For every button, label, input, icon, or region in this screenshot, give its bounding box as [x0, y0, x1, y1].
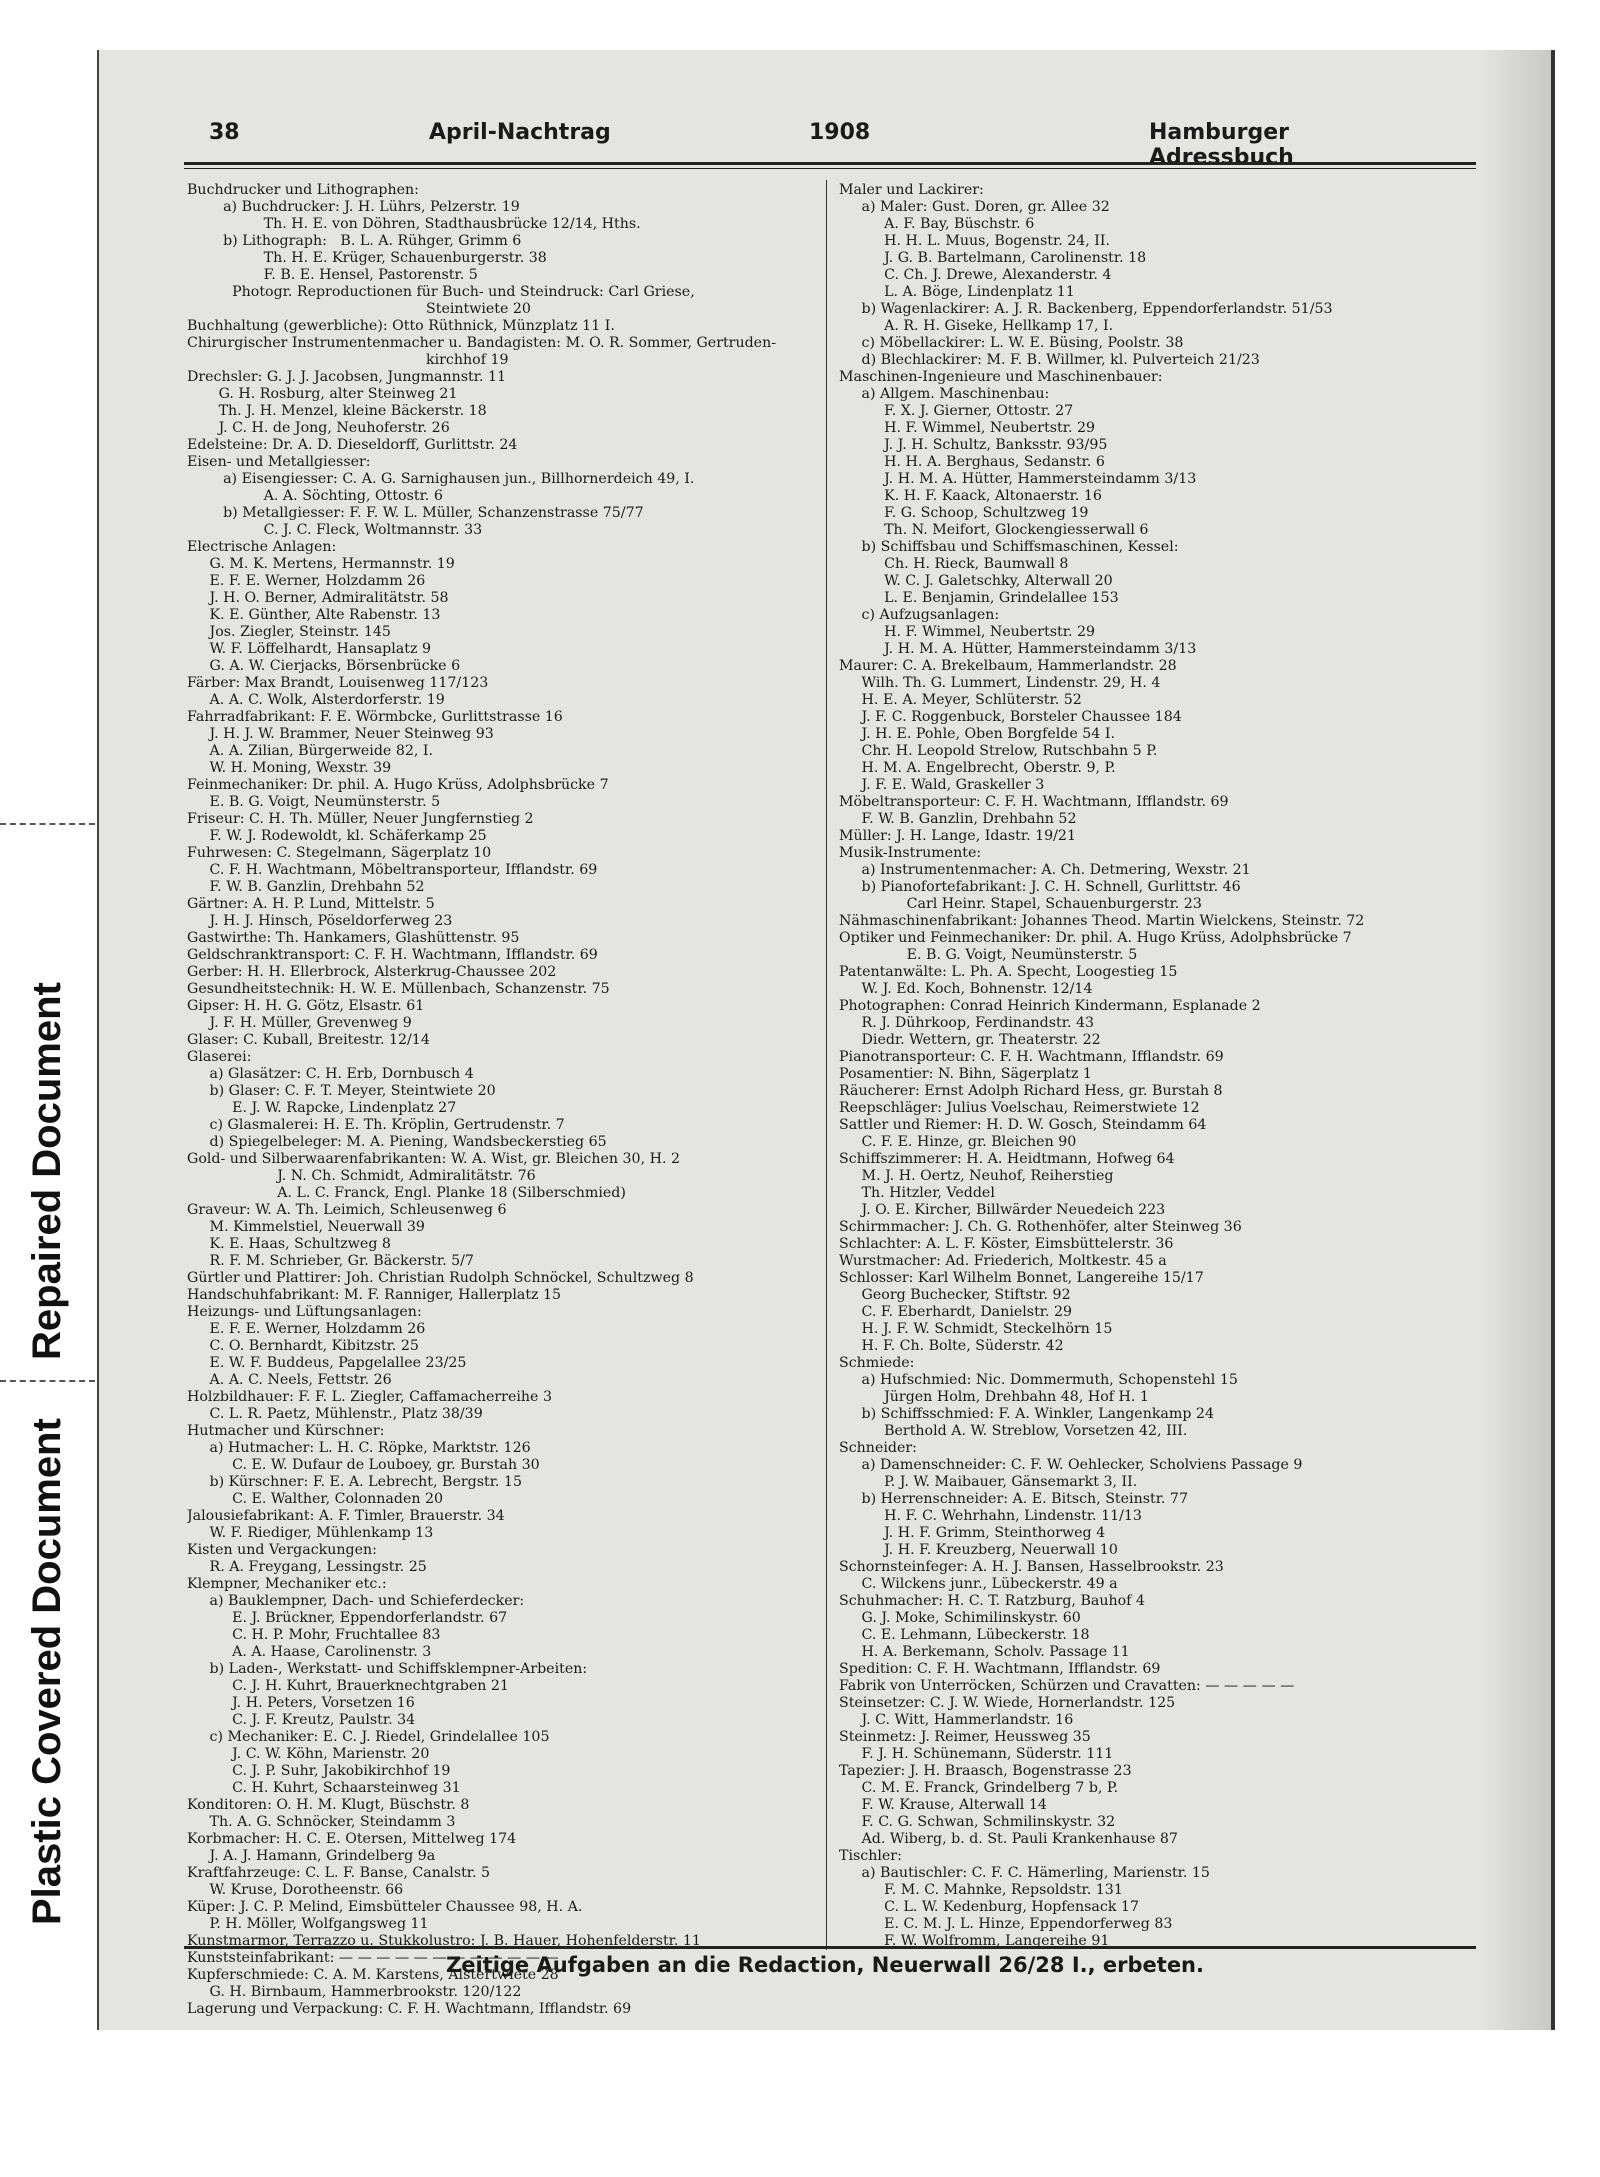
directory-entry: A. A. Haase, Carolinenstr. 3	[187, 1644, 432, 1660]
directory-entry: J. A. J. Hamann, Grindelberg 9a	[187, 1848, 436, 1864]
directory-entry: Ch. H. Rieck, Baumwall 8	[839, 556, 1069, 572]
directory-entry: C. H. Kuhrt, Schaarsteinweg 31	[187, 1780, 461, 1796]
directory-entry: R. F. M. Schrieber, Gr. Bäckerstr. 5/7	[187, 1253, 474, 1269]
directory-entry: Maurer: C. A. Brekelbaum, Hammerlandstr. 28	[839, 658, 1177, 674]
directory-entry: a) Maler: Gust. Doren, gr. Allee 32	[839, 199, 1110, 215]
directory-entry: A. A. Zilian, Bürgerweide 82, I.	[187, 743, 434, 759]
directory-entry: Steinmetz: J. Reimer, Heussweg 35	[839, 1729, 1091, 1745]
directory-entry: Feinmechaniker: Dr. phil. A. Hugo Krüss, Adolphsbrücke 7	[187, 777, 609, 793]
directory-entry: C. F. E. Hinze, gr. Bleichen 90	[839, 1134, 1077, 1150]
directory-entry: Gürtler und Plattirer: Joh. Christian Rudolph Schnöckel, Schultzweg 8	[187, 1270, 694, 1286]
directory-entry: Gärtner: A. H. P. Lund, Mittelstr. 5	[187, 896, 435, 912]
directory-entry: E. F. E. Werner, Holzdamm 26	[187, 1321, 426, 1337]
directory-entry: W. F. Löffelhardt, Hansaplatz 9	[187, 641, 431, 657]
page-number: 38	[209, 120, 240, 145]
directory-entry: J. J. H. Schultz, Banksstr. 93/95	[839, 437, 1108, 453]
directory-entry: Th. H. E. von Döhren, Stadthausbrücke 12/14, Hths.	[187, 216, 641, 232]
side-divider-middle	[0, 1380, 95, 1382]
directory-entry: A. F. Bay, Büschstr. 6	[839, 216, 1035, 232]
directory-entry: Friseur: C. H. Th. Müller, Neuer Jungfernstieg 2	[187, 811, 534, 827]
directory-entry: Chirurgischer Instrumentenmacher u. Bandagisten: M. O. R. Sommer, Gertruden-	[187, 335, 777, 351]
directory-entry: Klempner, Mechaniker etc.:	[187, 1576, 387, 1592]
directory-entry: J. F. C. Roggenbuck, Borsteler Chaussee 184	[839, 709, 1182, 725]
year: 1908	[809, 120, 871, 145]
directory-entry: Patentanwälte: L. Ph. A. Specht, Loogestieg 15	[839, 964, 1178, 980]
directory-entry: F. W. B. Ganzlin, Drehbahn 52	[187, 879, 425, 895]
directory-entry: C. L. R. Paetz, Mühlenstr., Platz 38/39	[187, 1406, 483, 1422]
directory-entry: H. J. F. W. Schmidt, Steckelhörn 15	[839, 1321, 1113, 1337]
directory-entry: F. J. H. Schünemann, Süderstr. 111	[839, 1746, 1114, 1762]
directory-entry: F. C. G. Schwan, Schmilinskystr. 32	[839, 1814, 1116, 1830]
directory-entry: Gipser: H. H. G. Götz, Elsastr. 61	[187, 998, 425, 1014]
directory-entry: W. H. Moning, Wexstr. 39	[187, 760, 392, 776]
directory-entry: Berthold A. W. Streblow, Vorsetzen 42, III.	[839, 1423, 1188, 1439]
directory-entry: Sattler und Riemer: H. D. W. Gosch, Steindamm 64	[839, 1117, 1207, 1133]
directory-entry: Kunstmarmor, Terrazzo u. Stukkolustro: J. B. Hauer, Hohenfelderstr. 11	[187, 1933, 701, 1949]
directory-entry: E. J. W. Rapcke, Lindenplatz 27	[187, 1100, 457, 1116]
directory-entry: F. G. Schoop, Schultzweg 19	[839, 505, 1089, 521]
directory-entry: Schiffszimmerer: H. A. Heidtmann, Hofweg 64	[839, 1151, 1175, 1167]
directory-entry: G. M. K. Mertens, Hermannstr. 19	[187, 556, 455, 572]
page-header	[209, 120, 1441, 170]
directory-entry: C. E. W. Dufaur de Louboey, gr. Burstah 30	[187, 1457, 540, 1473]
directory-entry: b) Kürschner: F. E. A. Lebrecht, Bergstr. 15	[187, 1474, 522, 1490]
directory-entry: K. E. Günther, Alte Rabenstr. 13	[187, 607, 441, 623]
directory-entry: Steinsetzer: C. J. W. Wiede, Hornerlandstr. 125	[839, 1695, 1176, 1711]
directory-entry: c) Möbellackirer: L. W. E. Büsing, Poolstr. 38	[839, 335, 1184, 351]
directory-entry: F. X. J. Gierner, Ottostr. 27	[839, 403, 1074, 419]
directory-entry: Th. Hitzler, Veddel	[839, 1185, 995, 1201]
directory-entry: R. J. Dührkoop, Ferdinandstr. 43	[839, 1015, 1095, 1031]
directory-entry: C. E. Walther, Colonnaden 20	[187, 1491, 444, 1507]
directory-entry: d) Spiegelbeleger: M. A. Piening, Wandsbeckerstieg 65	[187, 1134, 607, 1150]
directory-entry: J. O. E. Kircher, Billwärder Neuedeich 223	[839, 1202, 1166, 1218]
directory-entry: Nähmaschinenfabrikant: Johannes Theod. Martin Wielckens, Steinstr. 72	[839, 913, 1365, 929]
header-rule-thin	[184, 168, 1476, 169]
directory-entry: Eisen- und Metallgiesser:	[187, 454, 371, 470]
directory-entry: H. M. A. Engelbrecht, Oberstr. 9, P.	[839, 760, 1116, 776]
directory-entry: C. F. Eberhardt, Danielstr. 29	[839, 1304, 1073, 1320]
directory-entry: C. J. H. Kuhrt, Brauerknechtgraben 21	[187, 1678, 509, 1694]
directory-entry: Kupferschmiede: C. A. M. Karstens, Alstertwiete 28	[187, 1967, 559, 1983]
directory-entry: L. A. Böge, Lindenplatz 11	[839, 284, 1075, 300]
directory-entry: Handschuhfabrikant: M. F. Ranniger, Hallerplatz 15	[187, 1287, 562, 1303]
directory-entry: Gold- und Silberwaarenfabrikanten: W. A. Wist, gr. Bleichen 30, H. 2	[187, 1151, 681, 1167]
directory-entry: W. Kruse, Dorotheenstr. 66	[187, 1882, 404, 1898]
directory-entry: Färber: Max Brandt, Louisenweg 117/123	[187, 675, 489, 691]
directory-entry: Geldschranktransport: C. F. H. Wachtmann, Ifflandstr. 69	[187, 947, 598, 963]
directory-entry: F. W. Krause, Alterwall 14	[839, 1797, 1047, 1813]
directory-entry: A. L. C. Franck, Engl. Planke 18 (Silberschmied)	[187, 1185, 626, 1201]
directory-entry: Tischler:	[839, 1848, 902, 1864]
directory-entry: b) Pianofortefabrikant: J. C. H. Schnell, Gurlittstr. 46	[839, 879, 1241, 895]
directory-entry: A. R. H. Giseke, Hellkamp 17, I.	[839, 318, 1114, 334]
directory-entry: C. O. Bernhardt, Kibitzstr. 25	[187, 1338, 419, 1354]
directory-entry: A. A. C. Wolk, Alsterdorferstr. 19	[187, 692, 445, 708]
directory-entry: Ad. Wiberg, b. d. St. Pauli Krankenhause 87	[839, 1831, 1178, 1847]
directory-entry: Th. H. E. Krüger, Schauenburgerstr. 38	[187, 250, 547, 266]
directory-entry: J. F. H. Müller, Grevenweg 9	[187, 1015, 412, 1031]
directory-entry: Tapezier: J. H. Braasch, Bogenstrasse 23	[839, 1763, 1132, 1779]
directory-entry: Schuhmacher: H. C. T. Ratzburg, Bauhof 4	[839, 1593, 1145, 1609]
directory-entry: Maschinen-Ingenieure und Maschinenbauer:	[839, 369, 1163, 385]
directory-entry: Konditoren: O. H. M. Klugt, Büschstr. 8	[187, 1797, 470, 1813]
directory-entry: C. Ch. J. Drewe, Alexanderstr. 4	[839, 267, 1112, 283]
left-column	[187, 182, 812, 2018]
directory-entry: b) Schiffsschmied: F. A. Winkler, Langenkamp 24	[839, 1406, 1214, 1422]
directory-entry: Schneider:	[839, 1440, 917, 1456]
directory-entry: J. C. Witt, Hammerlandstr. 16	[839, 1712, 1074, 1728]
directory-entry: a) Damenschneider: C. F. W. Oehlecker, Scholviens Passage 9	[839, 1457, 1303, 1473]
directory-entry: E. W. F. Buddeus, Papgelallee 23/25	[187, 1355, 467, 1371]
directory-entry: H. F. Wimmel, Neubertstr. 29	[839, 624, 1096, 640]
directory-entry: Schmiede:	[839, 1355, 915, 1371]
directory-entry: Photographen: Conrad Heinrich Kindermann, Esplanade 2	[839, 998, 1261, 1014]
directory-entry: H. E. A. Meyer, Schlüterstr. 52	[839, 692, 1082, 708]
directory-entry: Schirmmacher: J. Ch. G. Rothenhöfer, alter Steinweg 36	[839, 1219, 1242, 1235]
directory-entry: Diedr. Wettern, gr. Theaterstr. 22	[839, 1032, 1101, 1048]
directory-entry: J. H. F. Kreuzberg, Neuerwall 10	[839, 1542, 1118, 1558]
directory-entry: b) Laden-, Werkstatt- und Schiffsklempner-Arbeiten:	[187, 1661, 588, 1677]
directory-entry: Müller: J. H. Lange, Idastr. 19/21	[839, 828, 1076, 844]
directory-entry: Fuhrwesen: C. Stegelmann, Sägerplatz 10	[187, 845, 492, 861]
directory-entry: F. W. J. Rodewoldt, kl. Schäferkamp 25	[187, 828, 487, 844]
directory-entry: Wilh. Th. G. Lummert, Lindenstr. 29, H. 4	[839, 675, 1161, 691]
directory-entry: R. A. Freygang, Lessingstr. 25	[187, 1559, 427, 1575]
directory-entry: F. B. E. Hensel, Pastorenstr. 5	[187, 267, 478, 283]
directory-entry: J. H. O. Berner, Admiralitätstr. 58	[187, 590, 449, 606]
directory-entry: J. C. H. de Jong, Neuhoferstr. 26	[187, 420, 450, 436]
directory-entry: K. H. F. Kaack, Altonaerstr. 16	[839, 488, 1102, 504]
directory-entry: G. J. Moke, Schimilinskystr. 60	[839, 1610, 1081, 1626]
directory-entry: Fahrradfabrikant: F. E. Wörmbcke, Gurlittstrasse 16	[187, 709, 563, 725]
directory-entry: a) Hutmacher: L. H. C. Röpke, Marktstr. 126	[187, 1440, 531, 1456]
directory-entry: Graveur: W. A. Th. Leimich, Schleusenweg 6	[187, 1202, 507, 1218]
side-strip	[0, 0, 80, 2030]
directory-entry: J. F. E. Wald, Graskeller 3	[839, 777, 1045, 793]
directory-entry: Schlachter: A. L. F. Köster, Eimsbüttelerstr. 36	[839, 1236, 1174, 1252]
directory-entry: Posamentier: N. Bihn, Sägerplatz 1	[839, 1066, 1092, 1082]
directory-entry: C. J. F. Kreutz, Paulstr. 34	[187, 1712, 416, 1728]
directory-entry: J. N. Ch. Schmidt, Admiralitätstr. 76	[187, 1168, 536, 1184]
footer-rule	[184, 1946, 1476, 1949]
directory-entry: b) Metallgiesser: F. F. W. L. Müller, Schanzenstrasse 75/77	[187, 505, 644, 521]
directory-entry: H. F. Ch. Bolte, Süderstr. 42	[839, 1338, 1064, 1354]
directory-entry: A. A. Söchting, Ottostr. 6	[187, 488, 443, 504]
directory-entry: Buchdrucker und Lithographen:	[187, 182, 419, 198]
directory-entry: Küper: J. C. P. Melind, Eimsbütteler Chaussee 98, H. A.	[187, 1899, 583, 1915]
directory-entry: Gastwirthe: Th. Hankamers, Glashüttenstr. 95	[187, 930, 520, 946]
directory-entry: E. B. G. Voigt, Neumünsterstr. 5	[839, 947, 1138, 963]
directory-entry: C. J. P. Suhr, Jakobikirchhof 19	[187, 1763, 451, 1779]
directory-entry: a) Instrumentenmacher: A. Ch. Detmering, Wexstr. 21	[839, 862, 1251, 878]
directory-entry: A. A. C. Neels, Fettstr. 26	[187, 1372, 392, 1388]
directory-entry: H. H. A. Berghaus, Sedanstr. 6	[839, 454, 1105, 470]
directory-entry: Drechsler: G. J. J. Jacobsen, Jungmannstr. 11	[187, 369, 507, 385]
directory-entry: Optiker und Feinmechaniker: Dr. phil. A. Hugo Krüss, Adolphsbrücke 7	[839, 930, 1352, 946]
directory-entry: Buchhaltung (gewerbliche): Otto Rüthnick, Münzplatz 11 I.	[187, 318, 615, 334]
supplement-title: April-Nachtrag	[429, 120, 611, 145]
directory-entry: Electrische Anlagen:	[187, 539, 337, 555]
directory-entry: Korbmacher: H. C. E. Otersen, Mittelweg 174	[187, 1831, 517, 1847]
footer-notice: Zeitige Aufgaben an die Redaction, Neuerwall 26/28 I., erbeten.	[446, 1953, 1204, 1977]
directory-entry: Th. A. G. Schnöcker, Steindamm 3	[187, 1814, 456, 1830]
header-rule	[184, 162, 1476, 165]
side-divider-top	[0, 823, 95, 825]
directory-entry: Gesundheitstechnik: H. W. E. Müllenbach, Schanzenstr. 75	[187, 981, 610, 997]
directory-entry: J. C. W. Köhn, Marienstr. 20	[187, 1746, 430, 1762]
directory-entry: M. Kimmelstiel, Neuerwall 39	[187, 1219, 425, 1235]
directory-entry: Musik-Instrumente:	[839, 845, 982, 861]
directory-entry: Th. N. Meifort, Glockengiesserwall 6	[839, 522, 1149, 538]
directory-entry: b) Wagenlackirer: A. J. R. Backenberg, Eppendorferlandstr. 51/53	[839, 301, 1333, 317]
directory-entry: Glaserei:	[187, 1049, 252, 1065]
directory-entry: Holzbildhauer: F. F. L. Ziegler, Caffamacherreihe 3	[187, 1389, 552, 1405]
directory-entry: a) Hufschmied: Nic. Dommermuth, Schopenstehl 15	[839, 1372, 1238, 1388]
directory-entry: Schlosser: Karl Wilhelm Bonnet, Langereihe 15/17	[839, 1270, 1204, 1286]
directory-entry: J. H. J. W. Brammer, Neuer Steinweg 93	[187, 726, 494, 742]
directory-entry: Photogr. Reproductionen für Buch- und Steindruck: Carl Griese,	[187, 284, 695, 300]
directory-entry: b) Herrenschneider: A. E. Bitsch, Steinstr. 77	[839, 1491, 1188, 1507]
directory-entry: Kisten und Vergackungen:	[187, 1542, 377, 1558]
directory-entry: K. E. Haas, Schultzweg 8	[187, 1236, 391, 1252]
directory-entry: b) Schiffsbau und Schiffsmaschinen, Kessel:	[839, 539, 1179, 555]
directory-entry: J. G. B. Bartelmann, Carolinenstr. 18	[839, 250, 1147, 266]
directory-entry: C. M. E. Franck, Grindelberg 7 b, P.	[839, 1780, 1119, 1796]
directory-entry: Maler und Lackirer:	[839, 182, 984, 198]
plastic-covered-label: Plastic Covered Document	[25, 1418, 69, 1925]
directory-entry: Spedition: C. F. H. Wachtmann, Ifflandstr. 69	[839, 1661, 1161, 1677]
repaired-document-label: Repaired Document	[25, 982, 69, 1360]
book-title: Hamburger Adressbuch	[1149, 120, 1294, 170]
directory-entry: W. C. J. Galetschky, Alterwall 20	[839, 573, 1113, 589]
directory-entry: E. J. Brückner, Eppendorferlandstr. 67	[187, 1610, 508, 1626]
directory-entry: J. H. F. Grimm, Steinthorweg 4	[839, 1525, 1106, 1541]
directory-entry: Carl Heinr. Stapel, Schauenburgerstr. 23	[839, 896, 1202, 912]
directory-entry: J. H. Peters, Vorsetzen 16	[187, 1695, 415, 1711]
directory-entry: C. Wilckens junr., Lübeckerstr. 49 a	[839, 1576, 1118, 1592]
directory-entry: P. J. W. Maibauer, Gänsemarkt 3, II.	[839, 1474, 1138, 1490]
directory-entry: Jalousiefabrikant: A. F. Timler, Brauerstr. 34	[187, 1508, 505, 1524]
directory-entry: Steintwiete 20	[187, 301, 531, 317]
directory-entry: c) Aufzugsanlagen:	[839, 607, 1000, 623]
directory-entry: kirchhof 19	[187, 352, 509, 368]
directory-entry: Kraftfahrzeuge: C. L. F. Banse, Canalstr. 5	[187, 1865, 491, 1881]
directory-entry: Räucherer: Ernst Adolph Richard Hess, gr. Burstah 8	[839, 1083, 1223, 1099]
directory-entry: Fabrik von Unterröcken, Schürzen und Cravatten: — — — — —	[839, 1678, 1295, 1694]
directory-entry: a) Eisengiesser: C. A. G. Sarnighausen jun., Billhornerdeich 49, I.	[187, 471, 695, 487]
right-column	[839, 182, 1479, 1950]
directory-entry: Reepschläger: Julius Voelschau, Reimerstwiete 12	[839, 1100, 1200, 1116]
directory-entry: Gerber: H. H. Ellerbrock, Alsterkrug-Chaussee 202	[187, 964, 557, 980]
directory-entry: b) Glaser: C. F. T. Meyer, Steintwiete 20	[187, 1083, 496, 1099]
column-divider	[826, 180, 827, 1950]
directory-entry: F. W. B. Ganzlin, Drehbahn 52	[839, 811, 1077, 827]
directory-entry: W. F. Riediger, Mühlenkamp 13	[187, 1525, 434, 1541]
directory-entry: a) Bauklempner, Dach- und Schieferdecker:	[187, 1593, 525, 1609]
directory-entry: C. E. Lehmann, Lübeckerstr. 18	[839, 1627, 1090, 1643]
directory-entry: J. H. M. A. Hütter, Hammersteindamm 3/13	[839, 471, 1197, 487]
directory-entry: Lagerung und Verpackung: C. F. H. Wachtmann, Ifflandstr. 69	[187, 2001, 632, 2017]
directory-entry: Edelsteine: Dr. A. D. Dieseldorff, Gurlittstr. 24	[187, 437, 518, 453]
directory-entry: Kunststeinfabrikant: — — — — — — — — — — — —	[187, 1950, 559, 1966]
directory-entry: Schornsteinfeger: A. H. J. Bansen, Hasselbrookstr. 23	[839, 1559, 1224, 1575]
directory-entry: G. A. W. Cierjacks, Börsenbrücke 6	[187, 658, 461, 674]
directory-entry: C. L. W. Kedenburg, Hopfensack 17	[839, 1899, 1139, 1915]
directory-entry: c) Glasmalerei: H. E. Th. Kröplin, Gertrudenstr. 7	[187, 1117, 565, 1133]
directory-entry: M. J. H. Oertz, Neuhof, Reiherstieg	[839, 1168, 1114, 1184]
directory-entry: J. H. J. Hinsch, Pöseldorferweg 23	[187, 913, 453, 929]
scanned-page	[97, 50, 1555, 2030]
directory-entry: Glaser: C. Kuball, Breitestr. 12/14	[187, 1032, 430, 1048]
directory-entry: Möbeltransporteur: C. F. H. Wachtmann, Ifflandstr. 69	[839, 794, 1229, 810]
directory-entry: a) Buchdrucker: J. H. Lührs, Pelzerstr. 19	[187, 199, 520, 215]
directory-entry: J. H. E. Pohle, Oben Borgfelde 54 I.	[839, 726, 1115, 742]
directory-entry: F. M. C. Mahnke, Repsoldstr. 131	[839, 1882, 1123, 1898]
directory-entry: Georg Buchecker, Stiftstr. 92	[839, 1287, 1071, 1303]
directory-entry: E. F. E. Werner, Holzdamm 26	[187, 573, 426, 589]
directory-entry: P. H. Möller, Wolfgangsweg 11	[187, 1916, 429, 1932]
directory-entry: Th. J. H. Menzel, kleine Bäckerstr. 18	[187, 403, 487, 419]
directory-entry: H. F. Wimmel, Neubertstr. 29	[839, 420, 1096, 436]
directory-entry: d) Blechlackirer: M. F. B. Willmer, kl. Pulverteich 21/23	[839, 352, 1260, 368]
directory-entry: F. W. Wolfromm, Langereihe 91	[839, 1933, 1110, 1949]
directory-entry: Jürgen Holm, Drehbahn 48, Hof H. 1	[839, 1389, 1149, 1405]
directory-entry: Hutmacher und Kürschner:	[187, 1423, 385, 1439]
directory-entry: H. H. L. Muus, Bogenstr. 24, II.	[839, 233, 1111, 249]
directory-entry: E. B. G. Voigt, Neumünsterstr. 5	[187, 794, 441, 810]
directory-entry: Pianotransporteur: C. F. H. Wachtmann, Ifflandstr. 69	[839, 1049, 1224, 1065]
directory-entry: a) Allgem. Maschinenbau:	[839, 386, 1050, 402]
directory-entry: W. J. Ed. Koch, Bohnenstr. 12/14	[839, 981, 1093, 997]
directory-entry: C. F. H. Wachtmann, Möbeltransporteur, Ifflandstr. 69	[187, 862, 598, 878]
directory-entry: H. F. C. Wehrhahn, Lindenstr. 11/13	[839, 1508, 1142, 1524]
directory-entry: Chr. H. Leopold Strelow, Rutschbahn 5 P.	[839, 743, 1158, 759]
directory-entry: c) Mechaniker: E. C. J. Riedel, Grindelallee 105	[187, 1729, 550, 1745]
directory-entry: E. C. M. J. L. Hinze, Eppendorferweg 83	[839, 1916, 1173, 1932]
directory-entry: a) Glasätzer: C. H. Erb, Dornbusch 4	[187, 1066, 474, 1082]
directory-entry: C. H. P. Mohr, Fruchtallee 83	[187, 1627, 441, 1643]
directory-entry: L. E. Benjamin, Grindelallee 153	[839, 590, 1119, 606]
directory-entry: Jos. Ziegler, Steinstr. 145	[187, 624, 391, 640]
directory-entry: b) Lithograph: B. L. A. Rühger, Grimm 6	[187, 233, 522, 249]
directory-entry: G. H. Birnbaum, Hammerbrookstr. 120/122	[187, 1984, 522, 2000]
directory-entry: a) Bautischler: C. F. C. Hämerling, Marienstr. 15	[839, 1865, 1210, 1881]
directory-entry: J. H. M. A. Hütter, Hammersteindamm 3/13	[839, 641, 1197, 657]
directory-entry: G. H. Rosburg, alter Steinweg 21	[187, 386, 458, 402]
directory-entry: Heizungs- und Lüftungsanlagen:	[187, 1304, 422, 1320]
directory-entry: H. A. Berkemann, Scholv. Passage 11	[839, 1644, 1130, 1660]
directory-entry: C. J. C. Fleck, Woltmannstr. 33	[187, 522, 483, 538]
directory-entry: Wurstmacher: Ad. Friederich, Moltkestr. 45 a	[839, 1253, 1167, 1269]
